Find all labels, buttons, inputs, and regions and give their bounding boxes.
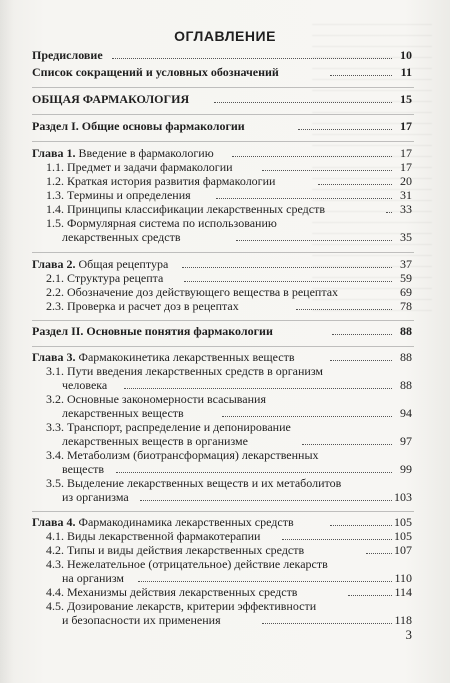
toc-entry-chapter[interactable]	[0, 350, 450, 364]
section-divider	[32, 87, 414, 88]
chapter-number: Глава 4.	[32, 515, 76, 529]
toc-entry-text: ОБЩАЯ ФАРМАКОЛОГИЯ	[32, 92, 190, 106]
toc-entry-text: Раздел II. Основные понятия фармакологии	[32, 324, 273, 338]
toc-entry-text: Введение в фармакологию	[78, 146, 214, 160]
toc-entry-text: Предисловие	[32, 48, 103, 62]
toc-entry-text: 3.5. Выделение лекарственных веществ и их метаболитов	[46, 476, 342, 490]
toc-entry-text: 4.4. Механизмы действия лекарственных средств	[46, 585, 298, 599]
toc-entry-page: 105	[394, 529, 412, 543]
toc-entry-text: Раздел I. Общие основы фармакологии	[32, 119, 245, 133]
toc-entry-text: человека	[62, 378, 108, 392]
toc-entry-text: 1.2. Краткая история развития фармакологии	[46, 174, 276, 188]
leader-dots	[182, 267, 392, 268]
toc-entry-text: 2.3. Проверка и расчет доз в рецептах	[46, 299, 239, 313]
toc-entry-text: 4.3. Нежелательное (отрицательное) действие лекарств	[46, 557, 328, 571]
toc-entry-page: 118	[394, 613, 412, 627]
section-divider	[32, 141, 414, 142]
toc-entry-text: 3.3. Транспорт, распределение и депонирование	[46, 420, 291, 434]
toc-entry-subchapter[interactable]	[0, 160, 450, 174]
section-divider	[32, 511, 414, 512]
toc-entry-text: 1.4. Принципы классификации лекарственных средств	[46, 202, 326, 216]
toc-entry-subchapter[interactable]	[0, 420, 450, 434]
toc-entry-abbreviations[interactable]	[0, 65, 450, 79]
toc-entry-page: 31	[400, 188, 412, 202]
section-divider	[32, 114, 414, 115]
toc-entry-text: лекарственных веществ в организме	[62, 434, 248, 448]
toc-entry-text: 3.4. Метаболизм (биотрансформация) лекарственных	[46, 448, 319, 462]
toc-entry-text: Фармакодинамика лекарственных средств	[78, 515, 294, 529]
toc-entry-subchapter[interactable]	[0, 299, 450, 313]
toc-entry-page: 35	[400, 230, 412, 244]
toc-entry-page: 110	[394, 571, 412, 585]
leader-dots	[116, 472, 392, 473]
toc-entry-text: веществ	[62, 462, 105, 476]
toc-entry-page: 17	[400, 146, 412, 160]
toc-entry-subchapter[interactable]	[0, 585, 450, 599]
toc-entry-page: 15	[400, 92, 412, 106]
toc-entry-subchapter[interactable]	[0, 216, 450, 230]
leader-dots	[124, 388, 392, 389]
toc-entry-page: 78	[400, 299, 412, 313]
toc-entry-page: 37	[400, 257, 412, 271]
toc-entry-text: 3.2. Основные закономерности всасывания	[46, 392, 266, 406]
toc-entry-text: лекарственных веществ	[62, 406, 184, 420]
toc-entry-part[interactable]	[0, 92, 450, 106]
toc-entry-page: 17	[400, 160, 412, 174]
toc-entry-text: 2.2. Обозначение доз действующего вещества в рецептах	[46, 285, 339, 299]
toc-entry-text: 2.1. Структура рецепта	[46, 271, 164, 285]
leader-dots	[184, 281, 392, 282]
leader-dots	[140, 500, 392, 501]
toc-entry-subchapter[interactable]	[0, 448, 450, 462]
toc-entry-page: 17	[400, 119, 412, 133]
section-divider	[32, 346, 414, 347]
toc-entry-page: 107	[394, 543, 412, 557]
toc-entry-subchapter[interactable]	[0, 529, 450, 543]
toc-entry-page: 114	[394, 585, 412, 599]
page-number: 3	[405, 627, 412, 642]
toc-entry-text: лекарственных средств	[62, 230, 181, 244]
toc-entry-page: 97	[400, 434, 412, 448]
toc-entry-page: 88	[400, 350, 412, 364]
toc-entry-text: 1.5. Формулярная система по использованию	[46, 216, 277, 230]
toc-entry-page: 33	[400, 202, 412, 216]
toc-entry-page: 103	[394, 490, 412, 504]
toc-entry-page: 69	[400, 285, 412, 299]
toc-entry-subchapter[interactable]	[0, 202, 450, 216]
leader-dots	[112, 58, 392, 59]
leader-dots	[222, 416, 392, 417]
toc-entry-subchapter-continued[interactable]	[0, 462, 450, 476]
toc-entry-subchapter[interactable]	[0, 557, 450, 571]
toc-entry-subchapter[interactable]	[0, 476, 450, 490]
chapter-number: Глава 1.	[32, 146, 76, 160]
toc-entry-subchapter-continued[interactable]	[0, 571, 450, 585]
chapter-number: Глава 3.	[32, 350, 76, 364]
toc-entry-subchapter[interactable]	[0, 364, 450, 378]
toc-entry-section[interactable]	[0, 119, 450, 133]
toc-entry-text: 4.1. Виды лекарственной фармакотерапии	[46, 529, 261, 543]
toc-entry-subchapter[interactable]	[0, 392, 450, 406]
toc-entry-text: из организма	[62, 490, 129, 504]
toc-entry-text: 1.3. Термины и определения	[46, 188, 191, 202]
toc-entry-text: Список сокращений и условных обозначений	[32, 65, 279, 79]
toc-entry-text: Фармакокинетика лекарственных веществ	[78, 350, 295, 364]
toc-entry-subchapter-continued[interactable]	[0, 406, 450, 420]
toc-entry-text: 1.1. Предмет и задачи фармакологии	[46, 160, 233, 174]
toc-entry-page: 99	[400, 462, 412, 476]
toc-entry-page: 105	[394, 515, 412, 529]
section-divider	[32, 252, 414, 253]
toc-entry-chapter[interactable]	[0, 515, 450, 529]
toc-entry-subchapter[interactable]	[0, 543, 450, 557]
toc-entry-page: 10	[400, 48, 412, 62]
toc-entry-text: Общая рецептура	[78, 257, 169, 271]
toc-entry-page: 88	[400, 324, 412, 338]
leader-dots	[236, 240, 392, 241]
toc-entry-page: 20	[400, 174, 412, 188]
toc-entry-text: 3.1. Пути введения лекарственных средств в организм	[46, 364, 324, 378]
toc-entry-subchapter[interactable]	[0, 599, 450, 613]
section-divider	[32, 320, 414, 321]
toc-entry-subchapter[interactable]	[0, 285, 450, 299]
toc-entry-subchapter-continued[interactable]	[0, 613, 450, 627]
toc-entry-chapter[interactable]	[0, 146, 450, 160]
toc-title: ОГЛАВЛЕНИЕ	[174, 28, 276, 44]
toc-entry-subchapter-continued[interactable]	[0, 230, 450, 244]
toc-entry-subchapter[interactable]	[0, 174, 450, 188]
chapter-number: Глава 2.	[32, 257, 76, 271]
toc-entry-text: 4.2. Типы и виды действия лекарственных средств	[46, 543, 305, 557]
toc-entry-page: 94	[400, 406, 412, 420]
toc-entry-chapter[interactable]	[0, 257, 450, 271]
toc-entry-page: 11	[400, 65, 412, 79]
toc-entry-subchapter-continued[interactable]	[0, 490, 450, 504]
toc-entry-subchapter[interactable]	[0, 271, 450, 285]
leader-dots	[214, 102, 392, 103]
leader-dots	[216, 198, 392, 199]
toc-entry-section[interactable]	[0, 324, 450, 338]
leader-dots	[138, 581, 392, 582]
toc-entry-subchapter[interactable]	[0, 188, 450, 202]
toc-entry-text: 4.5. Дозирование лекарств, критерии эффективности	[46, 599, 317, 613]
toc-entry-page: 88	[400, 378, 412, 392]
toc-entry-preface[interactable]	[0, 48, 450, 62]
toc-entry-text: на организм	[62, 571, 125, 585]
toc-entry-subchapter-continued[interactable]	[0, 434, 450, 448]
toc-entry-text: и безопасности их применения	[62, 613, 221, 627]
toc-entry-page: 59	[400, 271, 412, 285]
toc-entry-subchapter-continued[interactable]	[0, 378, 450, 392]
leader-dots	[232, 156, 392, 157]
